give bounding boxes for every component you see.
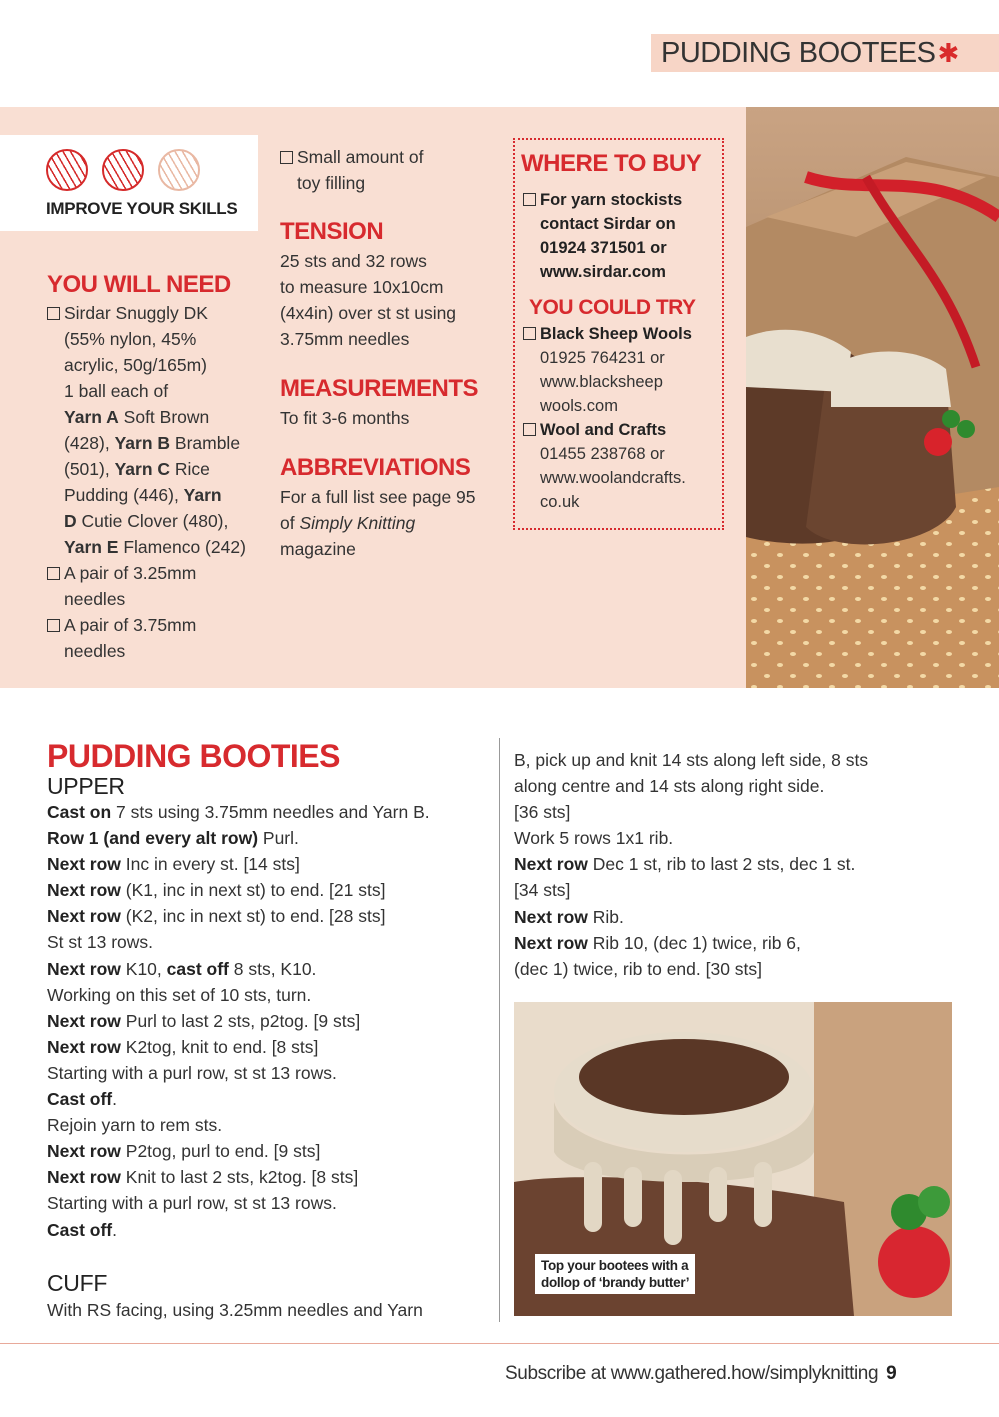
pattern-row: B, pick up and knit 14 sts along left side, 8 sts: [514, 750, 869, 770]
tension-text: 25 sts and 32 rows to measure 10x10cm (4x4in) over st st using 3.75mm needles: [280, 251, 457, 349]
pattern-row: Next row Rib.: [514, 906, 624, 927]
pattern-row: [34 sts]: [514, 880, 571, 901]
checkbox-icon: [47, 307, 60, 320]
checkbox-icon: [523, 327, 536, 340]
pattern-row: Cast off.: [47, 1219, 118, 1240]
you-will-need-heading: YOU WILL NEED: [47, 271, 231, 298]
pattern-row: Cast off.: [47, 1089, 118, 1110]
pattern-row: along centre and 14 sts along right side.: [514, 776, 825, 797]
pattern-row: St st 13 rows.: [47, 932, 154, 953]
checkbox-icon: [47, 567, 60, 580]
bootee-gift-illustration: [746, 107, 999, 688]
pattern-row: Next row (K1, inc in next st) to end. [21 sts]: [47, 880, 386, 901]
footer-rule: [0, 1343, 999, 1344]
cuff-heading: CUFF: [47, 1270, 108, 1296]
photo-caption: Top your bootees with a dollop of ‘brandy butter’: [535, 1254, 695, 1294]
skill-rating: [46, 149, 200, 191]
checkbox-icon: [523, 193, 536, 206]
footer: [505, 1363, 896, 1385]
you-could-try-heading: YOU COULD TRY: [529, 296, 696, 319]
skill-level-box: [0, 135, 258, 231]
yarn-ball-icon: [46, 149, 88, 191]
measurements-heading: MEASUREMENTS: [280, 375, 479, 402]
where-to-buy-heading: WHERE TO BUY: [521, 150, 702, 177]
column-divider: [499, 738, 500, 1322]
cuff-instructions-start: With RS facing, using 3.25mm needles and Yarn: [47, 1300, 423, 1320]
pattern-row: Next row K10, cast off 8 sts, K10.: [47, 958, 317, 979]
pattern-row: Next row Knit to last 2 sts, k2tog. [8 sts]: [47, 1167, 359, 1188]
cuff-instructions: [514, 747, 868, 982]
section-title: PUDDING BOOTEES: [661, 36, 936, 69]
list-item: A pair of 3.25mm: [47, 560, 262, 586]
pattern-row: Cast on 7 sts using 3.75mm needles and Yarn B.: [47, 802, 430, 822]
list-item: A pair of 3.75mm: [47, 612, 262, 638]
abbreviations-text: For a full list see page 95 of Simply Knitting magazine: [280, 487, 476, 559]
section-tab: [651, 34, 999, 72]
upper-instructions: [47, 799, 430, 1243]
checkbox-icon: [523, 423, 536, 436]
bootee-photo: [746, 107, 999, 688]
pattern-title: PUDDING BOOTIES: [47, 738, 340, 774]
filling-item: Small amount of toy filling: [280, 144, 500, 196]
pattern-row: Rejoin yarn to rem sts.: [47, 1115, 223, 1136]
abbreviations-heading: ABBREVIATIONS: [280, 454, 471, 481]
pattern-row: Work 5 rows 1x1 rib.: [514, 828, 674, 849]
checkbox-icon: [280, 151, 293, 164]
tension-heading: TENSION: [280, 218, 384, 245]
pattern-row: Next row Rib 10, (dec 1) twice, rib 6,: [514, 932, 801, 953]
pattern-row: Working on this set of 10 sts, turn.: [47, 984, 312, 1005]
alternative-stockists: Black Sheep Wools 01925 764231 or www.blacksheep wools.com Wool and Crafts 01455 238768 or www.woolandcrafts. co.uk: [523, 322, 692, 514]
pattern-row: Next row P2tog, purl to end. [9 sts]: [47, 1141, 321, 1162]
materials-list: Sirdar Snuggly DK (55% nylon, 45% acrylic, 50g/165m) 1 ball each of Yarn A Soft Brown (428), Yarn B Bramble (501), Yarn C Rice Pudding (446), Yarn D Cutie Clover (480), Yarn E Flamenco (242) A pair of 3.25mm needles A pair of 3.75mm needles: [47, 300, 262, 664]
page-number: 9: [886, 1363, 897, 1384]
pattern-row: Next row Dec 1 st, rib to last 2 sts, dec 1 st.: [514, 854, 856, 875]
pattern-row: Row 1 (and every alt row) Purl.: [47, 828, 299, 849]
where-to-buy-box: [513, 138, 724, 530]
subscribe-link[interactable]: Subscribe at www.gathered.how/simplyknitting: [505, 1363, 879, 1384]
pattern-row: Next row Purl to last 2 sts, p2tog. [9 sts]: [47, 1010, 361, 1031]
pattern-row: (dec 1) twice, rib to end. [30 sts]: [514, 958, 763, 979]
sirdar-stockist: For yarn stockists contact Sirdar on 01924 371501 or www.sirdar.com: [523, 188, 682, 284]
pattern-row: [36 sts]: [514, 802, 571, 823]
yarn-ball-icon: [102, 149, 144, 191]
asterisk-icon: ✱: [937, 37, 959, 68]
pattern-row: Starting with a purl row, st st 13 rows.: [47, 1193, 337, 1214]
checkbox-icon: [47, 619, 60, 632]
pattern-row: Starting with a purl row, st st 13 rows.: [47, 1062, 337, 1083]
yarn-ball-outline-icon: [158, 149, 200, 191]
pattern-row: Next row K2tog, knit to end. [8 sts]: [47, 1036, 319, 1057]
pattern-row: Next row (K2, inc in next st) to end. [28 sts]: [47, 906, 386, 927]
measurements-text: To fit 3-6 months: [280, 408, 410, 428]
pattern-row: Next row Inc in every st. [14 sts]: [47, 854, 300, 875]
upper-heading: UPPER: [47, 773, 125, 799]
skill-label: IMPROVE YOUR SKILLS: [46, 199, 238, 218]
list-item: Sirdar Snuggly DK: [47, 300, 262, 326]
